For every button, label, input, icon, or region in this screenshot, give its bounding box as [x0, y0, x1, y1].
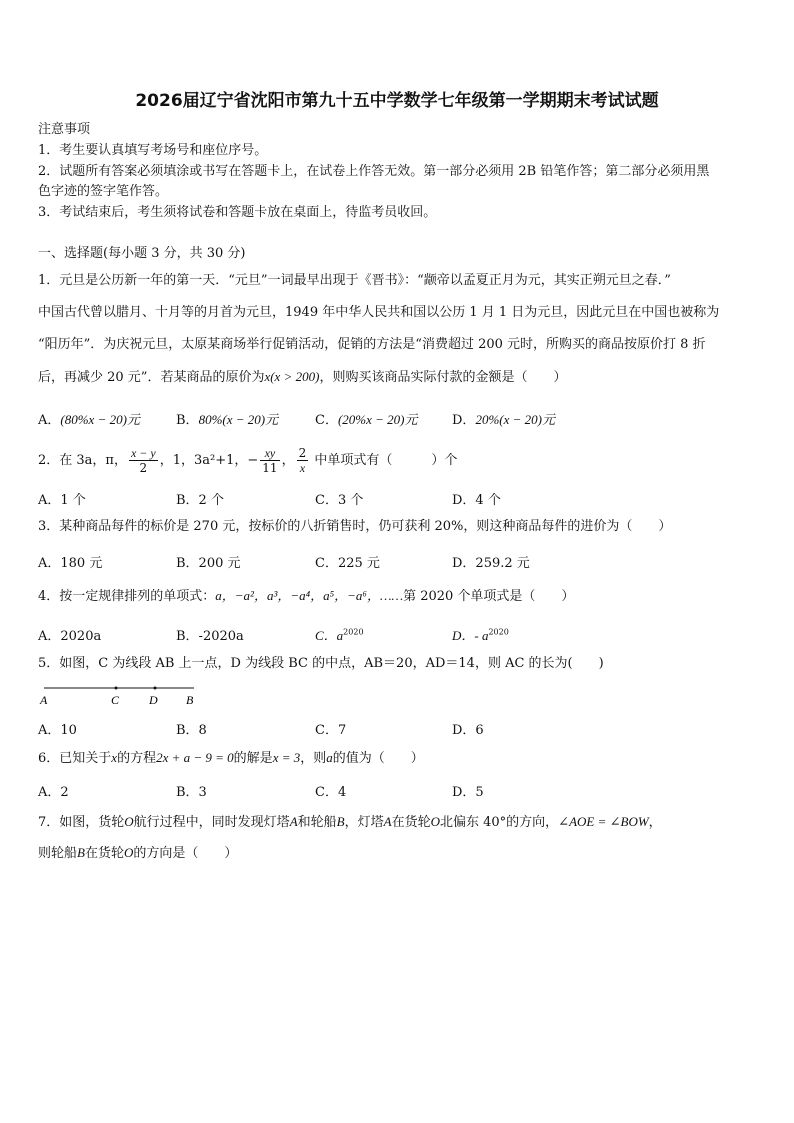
q4-sequence: a，−a²，a³，−a⁴，a⁵，−a⁶，……: [215, 588, 404, 603]
q2-option-a[interactable]: A．1 个: [38, 493, 86, 508]
q3-option-d[interactable]: D．259.2 元: [452, 556, 530, 571]
q4-prefix: 4．按一定规律排列的单项式：: [38, 589, 216, 604]
q1-option-d[interactable]: [452, 409, 555, 428]
notice-item-2: 2．试题所有答案必须填涂或书写在答题卡上，在试卷上作答无效。第一部分必须用 2B 铅笔作答；第二部分必须用黑: [38, 164, 710, 179]
point-d: [154, 687, 157, 690]
option-letter: B．: [176, 413, 199, 428]
notice-item-2-cont: 色字迹的签字笔作答。: [38, 184, 169, 199]
q5-option-c[interactable]: C．7: [315, 723, 347, 738]
q4-suffix: 第 2020 个单项式是（ ）: [403, 589, 575, 604]
label-a: A: [40, 693, 48, 707]
q7-line-2: 则轮船B在货轮O的方向是（ ）: [38, 845, 238, 861]
option-value: (80%x − 20)元: [60, 412, 140, 427]
q2-suffix: 中单项式有（ ）个: [310, 453, 458, 468]
point-c: [115, 687, 118, 690]
q2-fraction-3: $\frac{2}{x}$: [298, 446, 307, 475]
q3-option-c[interactable]: C．225 元: [315, 556, 380, 571]
exam-title: 2026届辽宁省沈阳市第九十五中学数学七年级第一学期期末考试试题: [135, 91, 659, 111]
q5-stem: 5．如图，C 为线段 AB 上一点，D 为线段 BC 的中点，AB＝20，AD＝14，则 AC 的长为( ): [38, 656, 604, 671]
q2-prefix: 2．在 3a，π，: [38, 453, 127, 468]
q3-option-b[interactable]: B．200 元: [176, 556, 241, 571]
q7-angle-relation: ∠AOE = ∠BOW: [558, 814, 649, 829]
q7-line-1: 7．如图，货轮O航行过程中，同时发现灯塔A和轮船B，灯塔A在货轮O北偏东 40°的方向，∠AOE = ∠BOW，: [38, 814, 662, 830]
q2-option-c[interactable]: C．3 个: [315, 493, 364, 508]
option-value: (20%x − 20)元: [337, 412, 418, 427]
q6-option-b[interactable]: B．3: [176, 785, 207, 800]
q6-option-d[interactable]: D．5: [452, 785, 484, 800]
option-exponent: 2020: [343, 627, 364, 637]
q1-option-b[interactable]: [176, 409, 278, 428]
q5-option-b[interactable]: B．8: [176, 723, 207, 738]
q1-line-2: 中国古代曾以腊月、十月等的月首为元旦，1949 年中华人民共和国以公历 1 月 1 日为元旦，因此元旦在中国也被称为: [38, 305, 720, 320]
option-letter: C．: [315, 413, 338, 428]
q5-option-d[interactable]: D．6: [452, 723, 484, 738]
q1-option-a[interactable]: [38, 409, 140, 428]
notice-heading: 注意事项: [38, 122, 91, 137]
label-b: B: [186, 693, 194, 707]
notice-item-1: 1．考生要认真填写考场号和座位序号。: [38, 143, 268, 158]
q2-option-d[interactable]: D．4 个: [452, 493, 501, 508]
q1-line-3: “阳历年”．为庆祝元旦，太原某商场举行促销活动，促销的方法是“消费超过 200 元时，所购买的商品按原价打 8 折: [38, 337, 706, 352]
option-letter: D．: [452, 413, 476, 428]
label-c: C: [111, 693, 120, 707]
option-value: 20%(x − 20)元: [475, 412, 555, 427]
option-letter: A．: [38, 413, 61, 428]
q3-option-a[interactable]: A．180 元: [38, 556, 103, 571]
q2-fraction-2: $\frac{xy}{11}$: [262, 446, 278, 475]
option-value: C．a: [315, 628, 344, 643]
option-value: 80%(x − 20)元: [198, 412, 279, 427]
option-value: D．- a: [452, 628, 489, 643]
q1-question: ，则购买该商品实际付款的金额是（ ）: [319, 370, 567, 385]
q1-option-c[interactable]: [315, 409, 417, 428]
q3-stem: 3．某种商品每件的标价是 270 元，按标价的八折销售时，仍可获利 20%，则这种商品每件的进价为（ ）: [38, 519, 672, 534]
q4-stem: [38, 588, 574, 605]
q1-line-4: [38, 369, 566, 386]
q5-segment-figure: [36, 682, 206, 708]
q4-option-c[interactable]: [315, 625, 364, 644]
q4-option-a[interactable]: A．2020a: [38, 629, 102, 644]
q5-option-a[interactable]: A．10: [38, 723, 77, 738]
q6-option-c[interactable]: C．4: [315, 785, 347, 800]
q6-stem: 6．已知关于x的方程2x + a − 9 = 0的解是x = 3，则a的值为（ ）: [38, 750, 424, 766]
option-exponent: 2020: [488, 627, 509, 637]
label-d: D: [149, 693, 158, 707]
q2-mid: ，1，3a²+1，−: [159, 453, 259, 468]
q1-condition: x(x > 200): [264, 369, 320, 384]
notice-item-3: 3．考试结束后，考生须将试卷和答题卡放在桌面上，待监考员收回。: [38, 205, 437, 220]
q4-option-b[interactable]: B．-2020a: [176, 629, 244, 644]
q1-text: 后，再减少 20 元”．若某商品的原价为: [38, 370, 265, 385]
q1-line-1: 1．元旦是公历新一年的第一天．“元旦”一词最早出现于《晋书》：“颛帝以孟夏正月为元，其实正朔元旦之春．”: [38, 273, 671, 288]
q2-stem: 2．在 3a，π， $\frac{x - y}{2}$ ，1，3a²+1，− $\frac{xy}{11}$ ， $\frac{2}{x}$ 中单项式有（ ）个: [38, 446, 458, 475]
q4-option-d[interactable]: [452, 625, 509, 644]
q6-equation: 2x + a − 9 = 0: [156, 750, 234, 765]
section-heading: 一、选择题(每小题 3 分，共 30 分): [38, 246, 246, 261]
q2-option-b[interactable]: B．2 个: [176, 493, 224, 508]
q6-solution: x = 3: [272, 750, 301, 765]
q6-option-a[interactable]: A．2: [38, 785, 69, 800]
q2-fraction-1: $\frac{x - y}{2}$: [130, 446, 156, 475]
